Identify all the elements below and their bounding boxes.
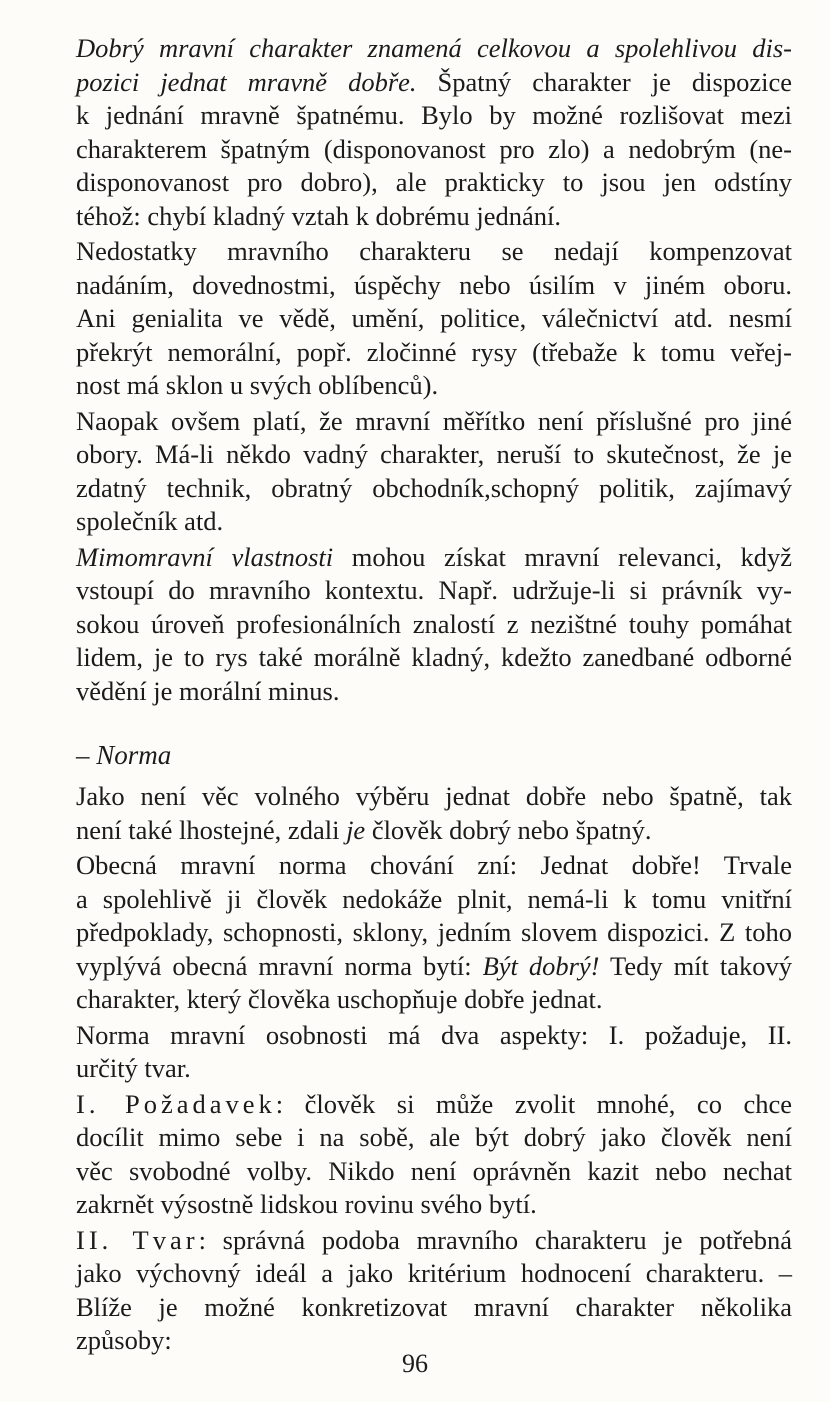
- paragraph-6: [76, 849, 792, 1017]
- paragraph-3: [76, 405, 792, 539]
- page-number: 96: [402, 1349, 428, 1378]
- text-line: charakterem špatným (disponovanost pro zlo) a nedobrým (ne-: [76, 133, 792, 164]
- text-line: a spolehlivě ji člověk nedokáže plnit, nemá-li k tomu vnitřní: [76, 883, 792, 914]
- text-line: určitý tvar.: [76, 1053, 191, 1083]
- text-line: Nedostatky mravního charakteru se nedají kompenzovat: [76, 236, 792, 266]
- text-fragment: vyplývá obecná mravní norma bytí:: [76, 950, 483, 981]
- text-line: Naopak ovšem platí, že mravní měřítko není příslušné pro jiné: [76, 405, 792, 436]
- text-line: k jednání mravně špatnému. Bylo by možné rozlišovat mezi: [76, 100, 792, 130]
- text-line: obory. Má-li někdo vadný charakter, neruší to skutečnost, že je: [76, 439, 792, 469]
- paragraph-8: [76, 1088, 792, 1222]
- paragraph-2: [76, 235, 792, 403]
- text-line: zakrnět výsostně lidskou rovinu svého bytí.: [76, 1189, 537, 1219]
- text-line: Ani genialita ve vědě, umění, politice, válečnictví atd. nesmí: [76, 303, 792, 333]
- text-fragment: Tedy mít takový: [599, 950, 792, 981]
- paragraph-5: [76, 780, 792, 847]
- italic-definition-2: pozici jednat mravně dobře.: [76, 66, 417, 97]
- text-line: Norma mravní osobnosti má dva aspekty: I. požaduje, II.: [76, 1019, 792, 1050]
- text-line: mohou získat mravní relevanci, když: [333, 541, 792, 572]
- text-line: věc svobodné volby. Nikdo není oprávněn kazit nebo nechat: [76, 1155, 792, 1186]
- italic-emphasis: Být dobrý!: [482, 950, 600, 981]
- text-fragment: : člověk si může zvolit mnohé, co chce: [275, 1088, 792, 1119]
- text-line: Obecná mravní norma chování zní: Jednat dobře! Trvale: [76, 850, 792, 880]
- spaced-label: II. Tvar: [76, 1224, 199, 1255]
- text-line: nost má sklon u svých oblíbenců).: [76, 370, 439, 400]
- text-line: Blíže je možné konkretizovat mravní charakter několika: [76, 1291, 792, 1322]
- text-fragment: není také lhostejné, zdali: [76, 814, 347, 845]
- text-fragment: : správná podoba mravního charakteru je potřebná: [198, 1224, 792, 1255]
- text-line: překrýt nemorální, popř. zločinné rysy (třebaže k tomu veřej-: [76, 336, 792, 367]
- paragraph-7: [76, 1019, 792, 1086]
- text-line: Špatný charakter je dispozice: [416, 66, 792, 97]
- text-line: charakter, který člověka uschopňuje dobře jednat.: [76, 984, 603, 1014]
- text-line: společník atd.: [76, 506, 224, 536]
- italic-emphasis: je: [346, 814, 366, 845]
- text-line: docílit mimo sebe i na sobě, ale být dobrý jako člověk není: [76, 1122, 792, 1152]
- text-line: Jako není věc volného výběru jednat dobře nebo špatně, tak: [76, 781, 792, 811]
- text-line: jako výchovný ideál a jako kritérium hodnocení charakteru. –: [76, 1258, 792, 1288]
- spaced-label: I. Požadavek: [76, 1088, 276, 1119]
- text-line: vstoupí do mravního kontextu. Např. udržuje-li si právník vy-: [76, 575, 792, 605]
- text-line: způsoby:: [76, 1325, 172, 1355]
- paragraph-9: [76, 1224, 792, 1358]
- text-line: lidem, je to rys také morálně kladný, kdežto zanedbané odborné: [76, 642, 792, 672]
- text-line: vědění je morální minus.: [76, 675, 340, 706]
- italic-definition-1: Dobrý mravní charakter znamená celkovou a spolehlivou dis-: [76, 33, 792, 63]
- text-line: téhož: chybí kladný vztah k dobrému jednání.: [76, 200, 561, 231]
- text-line: zdatný technik, obratný obchodník,schopný politik, zajímavý: [76, 472, 792, 503]
- text-line: nadáním, dovednostmi, úspěchy nebo úsilím v jiném oboru.: [76, 269, 792, 300]
- text-line: disponovanost pro dobro), ale prakticky to jsou jen odstíny: [76, 167, 792, 197]
- text-fragment: člověk dobrý nebo špatný.: [365, 814, 652, 845]
- italic-term: Mimomravní vlastnosti: [76, 541, 334, 572]
- text-line: sokou úroveň profesionálních znalostí z nezištné touhy pomáhat: [76, 608, 792, 639]
- text-line: předpoklady, schopnosti, sklony, jedním slovem dispozici. Z toho: [76, 917, 792, 947]
- paragraph-4: [76, 541, 792, 709]
- section-heading: – Norma: [76, 740, 172, 770]
- paragraph-1: [76, 32, 792, 233]
